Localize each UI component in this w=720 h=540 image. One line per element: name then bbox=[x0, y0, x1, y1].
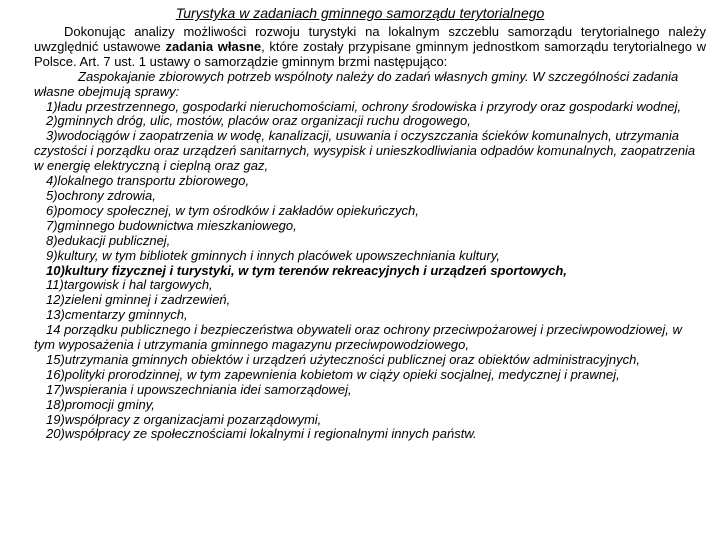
list-item: 13)cmentarzy gminnych, bbox=[46, 307, 188, 323]
list-item: 14 porządku publicznego i bezpieczeństwa obywateli oraz ochrony przeciwpożarowej i przeciwpowodziowej, w tym wyposażenia i utrzymania gminnego magazynu przeciwpowodziowego, bbox=[34, 322, 682, 353]
intro-text-before: Dokonując analizy możliwości rozwoju turystyki na lokalnym szczeblu samorządu terytorialnego należy uwzględnić ustawowe bbox=[34, 24, 706, 54]
list-item: 19)współpracy z organizacjami pozarządowymi, bbox=[46, 411, 322, 427]
intro-bold-term: zadania własne bbox=[165, 38, 262, 54]
list-item: 20)współpracy ze społecznościami lokalnymi i regionalnymi innych państw. bbox=[46, 426, 477, 442]
list-item: 16)polityki prorodzinnej, w tym zapewnienia kobietom w ciąży opieki socjalnej, medycznej i prawnej, bbox=[46, 366, 620, 382]
intro-text-after: , które zostały przypisane gminnym jednostkom samorządu terytorialnego w Polsce. Art. 7 ust. 1 ustawy o samorządzie gminnym brzmi następująco: bbox=[34, 38, 706, 69]
list-item: 6)pomocy społecznej, w tym ośrodków i zakładów opiekuńczych, bbox=[46, 202, 419, 218]
list-item: 17)wspierania i upowszechniania idei samorządowej, bbox=[46, 381, 352, 397]
statute-lead-paragraph: Zaspokajanie zbiorowych potrzeb wspólnoty należy do zadań własnych gminy. W szczególności zadania własne obejmują sprawy: bbox=[34, 68, 679, 99]
list-item: 15)utrzymania gminnych obiektów i urządzeń użyteczności publicznej oraz obiektów administracyjnych, bbox=[46, 351, 640, 367]
list-item: 2)gminnych dróg, ulic, mostów, placów oraz organizacji ruchu drogowego, bbox=[46, 113, 471, 129]
list-item: 18)promocji gminy, bbox=[46, 396, 155, 412]
list-item: 7)gminnego budownictwa mieszkaniowego, bbox=[46, 217, 297, 233]
content-body bbox=[34, 25, 706, 442]
list-item: 3)wodociągów i zaopatrzenia w wodę, kanalizacji, usuwania i oczyszczania ścieków komunalnych, utrzymania czystości i porządku oraz urządzeń sanitarnych, wysypisk i unieszkodliwiania odpadów komunalnych, zaopatrzenia w energię elektryczną i cieplną oraz gaz, bbox=[34, 128, 696, 174]
list-item: 11)targowisk i hal targowych, bbox=[46, 277, 213, 293]
list-item: 9)kultury, w tym bibliotek gminnych i innych placówek upowszechniania kultury, bbox=[46, 247, 500, 263]
task-list bbox=[34, 100, 706, 443]
list-item: 12)zieleni gminnej i zadrzewień, bbox=[46, 292, 231, 308]
list-item-highlighted: 10)kultury fizycznej i turystyki, w tym terenów rekreacyjnych i urządzeń sportowych, bbox=[46, 262, 567, 278]
list-item: 5)ochrony zdrowia, bbox=[46, 187, 156, 203]
list-item: 4)lokalnego transportu zbiorowego, bbox=[46, 173, 250, 189]
intro-paragraph bbox=[34, 25, 706, 70]
list-item: 8)edukacji publicznej, bbox=[46, 232, 171, 248]
page-title: Turystyka w zadaniach gminnego samorządu terytorialnego bbox=[175, 5, 545, 21]
list-item: 1)ładu przestrzennego, gospodarki nieruchomościami, ochrony środowiska i przyrody oraz gospodarki wodnej, bbox=[46, 98, 682, 114]
